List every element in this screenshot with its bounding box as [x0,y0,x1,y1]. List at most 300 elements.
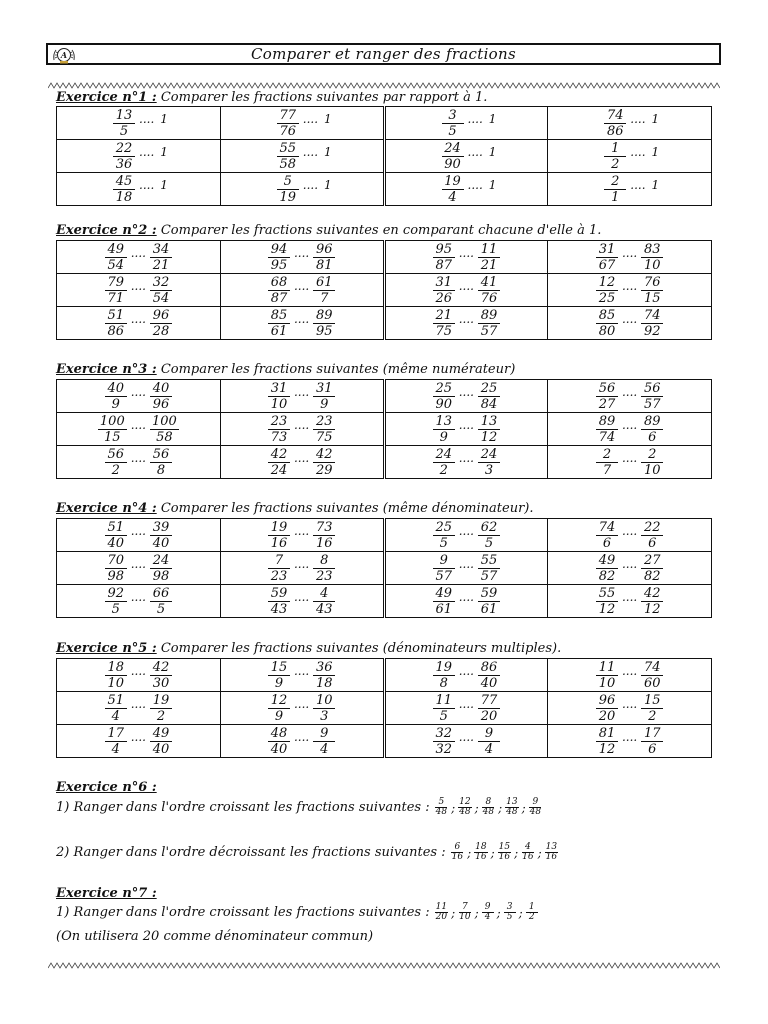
list-separator: ; [451,905,456,920]
exercise-5-instruction: Comparer les fractions suivantes (dénominateurs multiples). [160,641,562,656]
table-cell [57,413,221,446]
denominator: 6 [602,535,612,551]
exercise-6-label: Exercice n°6 : [56,780,157,795]
fraction [268,661,290,690]
denominator: 30 [152,675,170,691]
denominator: 5 [484,535,494,551]
denominator: 90 [435,396,452,412]
numerator: 31 [313,382,335,397]
table-cell [548,274,712,307]
table-cell [220,552,384,585]
numerator: 12 [596,276,618,291]
numerator: 9 [529,798,541,808]
numerator: 7 [459,903,471,913]
table-cell [384,140,548,173]
denominator: 2 [648,708,657,724]
fraction [478,448,500,477]
comparison-blank: .... [130,557,146,571]
denominator: 6 [648,429,657,445]
denominator: 2 [156,708,166,724]
numerator: 41 [478,276,500,291]
numerator: 92 [105,587,127,602]
table-cell [57,519,221,552]
exercise-7-note [56,929,373,944]
fraction [277,109,299,138]
numerator: 56 [596,382,618,397]
numerator: 42 [150,661,172,676]
table-cell [548,173,712,206]
reference-value: 1 [324,178,332,192]
table-row [57,140,712,173]
table-cell [548,519,712,552]
denominator: 29 [315,462,333,478]
fraction [150,587,172,616]
fraction [596,382,618,411]
comparison-blank: .... [130,730,146,744]
numerator: 59 [478,587,500,602]
numerator: 1 [526,903,538,913]
numerator: 5 [277,175,299,190]
list-separator: ; [498,800,503,815]
fraction [458,903,471,922]
comparison-blank: .... [130,664,146,678]
denominator: 5 [111,601,120,617]
numerator: 89 [478,309,500,324]
numerator: 49 [105,243,127,258]
numerator: 34 [150,243,172,258]
fraction [433,521,455,550]
numerator: 49 [150,727,172,742]
comparison-blank: .... [458,590,474,604]
fraction [435,903,448,922]
numerator: 39 [150,521,172,536]
fraction [105,309,127,338]
fraction [150,276,172,305]
denominator: 75 [435,323,452,339]
fraction [105,661,127,690]
fraction [604,142,626,171]
numerator: 6 [451,843,463,853]
numerator: 17 [641,727,663,742]
fraction [105,521,127,550]
numerator: 74 [596,521,618,536]
numerator: 4 [522,843,534,853]
denominator: 15 [104,429,121,445]
table-cell [384,446,548,479]
comparison-blank: .... [293,730,310,744]
comparison-blank: .... [621,451,638,465]
comparison-blank: .... [139,145,155,159]
denominator: 71 [107,290,124,306]
fraction [482,798,495,817]
table-cell [57,552,221,585]
comparison-blank: .... [130,590,146,604]
exercise-4-title [56,501,534,516]
comparison-blank: .... [621,697,638,711]
denominator: 82 [643,568,661,584]
exercise-7-label: Exercice n°7 : [56,886,157,901]
numerator: 49 [596,554,618,569]
table-cell [548,659,712,692]
comparison-blank: .... [621,524,638,538]
numerator: 40 [150,382,172,397]
denominator: 12 [598,741,616,757]
fraction [268,276,290,305]
numerator: 25 [433,382,455,397]
fraction [604,109,626,138]
numerator: 8 [313,554,335,569]
denominator: 92 [643,323,661,339]
denominator: 24 [270,462,288,478]
fraction [641,521,663,550]
numerator: 13 [506,797,518,807]
numerator: 3 [504,903,516,913]
denominator: 10 [598,675,616,691]
numerator: 1 [604,142,626,157]
numerator: 9 [482,903,494,913]
denominator: 76 [279,123,297,139]
numerator: 85 [596,309,618,324]
table-cell [57,274,221,307]
numerator: 19 [268,521,290,536]
list-separator: ; [514,845,519,860]
fraction [545,843,558,862]
comparison-blank: .... [293,385,310,399]
numerator: 55 [478,554,500,569]
comparison-blank: .... [467,112,483,126]
comparison-blank: .... [130,246,146,260]
fraction [596,521,618,550]
fraction [521,843,534,862]
table-cell [220,107,384,140]
table-cell [57,659,221,692]
fraction [268,415,290,444]
fraction [268,727,290,756]
numerator: 40 [105,382,127,397]
fraction [529,798,542,817]
denominator: 16 [475,852,487,862]
numerator: 95 [433,243,455,258]
fraction [433,587,455,616]
denominator: 27 [598,396,616,412]
numerator: 19 [150,694,172,709]
fraction [478,415,500,444]
fraction [451,843,464,862]
fraction [478,727,500,756]
table-cell [220,413,384,446]
page-title: Comparer et ranger des fractions [251,45,516,63]
numerator: 2 [604,175,626,190]
denominator: 87 [270,290,288,306]
numerator: 9 [433,554,455,569]
denominator: 48 [506,807,518,817]
numerator: 86 [478,661,500,676]
exercise-7-note-text: (On utilisera 20 comme dénominateur commun) [56,929,374,944]
exercise-2-title [56,223,601,238]
numerator: 55 [596,587,618,602]
table-cell [548,241,712,274]
fraction [150,554,172,583]
denominator: 28 [152,323,170,339]
denominator: 82 [598,568,616,584]
denominator: 73 [270,429,288,445]
denominator: 4 [484,912,491,922]
fraction [641,309,663,338]
table-cell [548,107,712,140]
exercise-6-q1-text: 1) Ranger dans l'ordre croissant les fractions suivantes : [56,800,430,815]
denominator: 75 [315,429,333,445]
denominator: 23 [315,568,333,584]
denominator: 7 [320,290,329,306]
exercise-4-table [56,518,712,618]
denominator: 57 [643,396,661,412]
denominator: 32 [435,741,452,757]
numerator: 24 [150,554,172,569]
fraction [478,694,500,723]
numerator: 66 [150,587,172,602]
exercise-4-instruction: Comparer les fractions suivantes (même dénominateur). [160,501,534,516]
numerator: 42 [268,448,290,463]
table-row [57,413,712,446]
fraction [596,727,618,756]
exercise-3-label: Exercice n°3 : [56,362,157,377]
denominator: 2 [611,156,620,172]
denominator: 16 [451,852,464,862]
numerator: 56 [150,448,172,463]
denominator: 16 [315,535,333,551]
denominator: 48 [482,807,495,817]
denominator: 10 [459,912,471,922]
fraction [313,243,335,272]
comparison-blank: .... [293,451,310,465]
numerator: 48 [268,727,290,742]
denominator: 10 [107,675,124,691]
table-cell [220,519,384,552]
table-cell [220,241,384,274]
comparison-blank: .... [458,279,474,293]
fraction [313,276,335,305]
comparison-blank: .... [467,178,483,192]
fraction [478,554,500,583]
denominator: 23 [270,568,288,584]
comparison-blank: .... [458,697,474,711]
table-row [57,307,712,340]
numerator: 24 [433,448,455,463]
numerator: 51 [105,309,127,324]
fraction [442,142,464,171]
list-separator: ; [496,905,501,920]
numerator: 22 [641,521,663,536]
denominator: 4 [448,189,457,205]
fraction [105,727,127,756]
table-row [57,107,712,140]
comparison-blank: .... [621,557,638,571]
numerator: 76 [641,276,663,291]
numerator: 15 [268,661,290,676]
numerator: 100 [99,413,125,429]
numerator: 89 [596,415,618,430]
numerator: 68 [268,276,290,291]
denominator: 57 [480,323,498,339]
denominator: 26 [435,290,452,306]
comparison-blank: .... [130,312,146,326]
comparison-blank: .... [458,557,474,571]
table-cell [57,585,221,618]
denominator: 48 [435,807,448,817]
numerator: 74 [604,109,626,124]
exercise-7-q1-text: 1) Ranger dans l'ordre croissant les fractions suivantes : [56,905,430,920]
table-cell [384,519,548,552]
denominator: 12 [480,429,498,445]
table-cell [220,274,384,307]
numerator: 5 [435,798,447,808]
denominator: 4 [111,741,120,757]
fraction [113,175,135,204]
comparison-blank: .... [630,145,646,159]
denominator: 20 [435,912,448,922]
fraction [105,382,127,411]
fraction [478,276,500,305]
fraction [433,382,455,411]
numerator: 24 [442,142,464,157]
table-cell [220,585,384,618]
table-cell [57,446,221,479]
table-cell [57,173,221,206]
fraction [113,142,135,171]
denominator: 40 [270,741,288,757]
denominator: 10 [270,396,288,412]
denominator: 67 [598,257,616,273]
bottom-decorative-divider [48,962,720,970]
list-separator: ; [474,905,479,920]
fraction [596,415,618,444]
denominator: 84 [480,396,498,412]
fraction [98,415,127,444]
comparison-blank: .... [130,385,146,399]
reference-value: 1 [160,178,168,192]
denominator: 48 [459,807,471,817]
fraction [433,448,455,477]
table-cell [220,659,384,692]
fraction [526,903,538,922]
comparison-blank: .... [621,590,638,604]
table-cell [384,241,548,274]
fraction [433,276,455,305]
table-cell [57,692,221,725]
fraction [478,661,500,690]
reference-value: 1 [324,145,332,159]
header-box [46,43,721,65]
numerator: 2 [596,448,618,463]
numerator: 12 [268,694,290,709]
numerator: 23 [268,415,290,430]
table-cell [57,380,221,413]
denominator: 48 [529,807,542,817]
fraction [641,415,663,444]
exercise-6-question-2 [56,843,559,862]
denominator: 21 [152,257,170,273]
reference-value: 1 [651,145,660,159]
denominator: 18 [315,675,333,691]
numerator: 32 [433,727,455,742]
comparison-blank: .... [621,418,638,432]
table-cell [384,173,548,206]
comparison-blank: .... [302,145,319,159]
fraction [596,554,618,583]
comparison-blank: .... [621,279,638,293]
comparison-blank: .... [621,385,638,399]
fraction [478,587,500,616]
exercise-6-q2-text: 2) Ranger dans l'ordre décroissant les fractions suivantes : [56,845,446,860]
denominator: 96 [152,396,170,412]
numerator: 59 [268,587,290,602]
fraction [433,243,455,272]
comparison-blank: .... [293,524,310,538]
comparison-blank: .... [130,451,146,465]
comparison-blank: .... [139,178,155,192]
comparison-blank: .... [621,730,638,744]
fraction [641,554,663,583]
comparison-blank: .... [130,279,146,293]
numerator: 15 [641,694,663,709]
denominator: 2 [439,462,448,478]
fraction [313,587,335,616]
fraction [478,243,500,272]
fraction [433,309,455,338]
fraction [504,903,516,922]
fraction [150,448,172,477]
table-cell [220,307,384,340]
table-row [57,659,712,692]
fraction [433,415,455,444]
denominator: 60 [643,675,661,691]
top-decorative-divider [48,82,720,90]
fraction [150,727,172,756]
table-row [57,446,712,479]
exercise-7-title [56,886,157,901]
numerator: 56 [105,448,127,463]
exercise-2-table [56,240,712,340]
numerator: 2 [641,448,663,463]
fraction [268,521,290,550]
numerator: 74 [641,661,663,676]
table-cell [548,692,712,725]
numerator: 4 [313,587,335,602]
denominator: 10 [643,257,661,273]
denominator: 95 [270,257,288,273]
denominator: 5 [119,123,129,139]
denominator: 3 [320,708,329,724]
numerator: 70 [105,554,127,569]
numerator: 21 [433,309,455,324]
numerator: 85 [268,309,290,324]
fraction [150,694,172,723]
fraction [277,142,299,171]
fraction [313,382,335,411]
table-cell [57,107,221,140]
comparison-blank: .... [130,524,146,538]
numerator: 13 [113,109,135,124]
denominator: 58 [156,429,173,445]
numerator: 79 [105,276,127,291]
table-cell [220,380,384,413]
denominator: 25 [598,290,616,306]
numerator: 51 [105,521,127,536]
table-cell [384,307,548,340]
exercise-1-title [56,90,487,105]
list-separator: ; [490,845,495,860]
denominator: 2 [528,912,535,922]
